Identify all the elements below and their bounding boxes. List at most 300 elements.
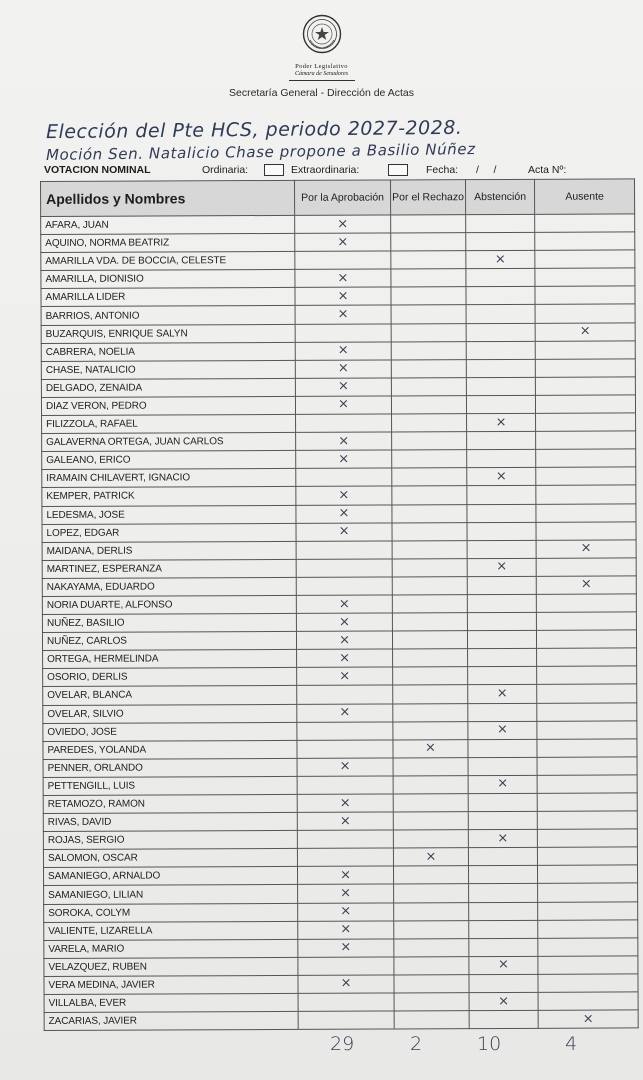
column-header-name: Apellidos y Nombres [41, 180, 295, 216]
ordinaria-checkbox[interactable] [264, 164, 284, 176]
senator-name: CHASE, NATALICIO [41, 360, 295, 379]
senator-name: AMARILLA VDA. DE BOCCIA, CELESTE [41, 252, 295, 271]
vote-mark: × [425, 849, 437, 865]
vote-cell-ausente [537, 666, 637, 685]
vote-mark: × [337, 360, 349, 376]
vote-mark: × [337, 306, 349, 322]
vote-cell-abstencion [466, 377, 535, 395]
national-seal-icon [302, 14, 342, 54]
vote-mark: × [579, 323, 591, 339]
vote-cell-ausente [536, 594, 636, 613]
vote-cell-ausente [536, 558, 636, 577]
vote-cell-rechazo [392, 613, 467, 631]
vote-cell-rechazo [391, 396, 466, 414]
vote-cell-ausente [537, 721, 637, 740]
vote-cell-rechazo [393, 812, 468, 830]
senator-name: ROJAS, SERGIO [43, 831, 297, 850]
senator-name: BARRIOS, ANTONIO [41, 306, 295, 325]
vote-cell-abstencion [466, 269, 535, 287]
senator-name: CABRERA, NOELIA [41, 342, 295, 361]
vote-mark: × [339, 759, 351, 775]
vote-cell-rechazo [391, 269, 466, 287]
vote-mark: × [338, 451, 350, 467]
vote-cell-rechazo [394, 993, 469, 1011]
vote-mark: × [338, 433, 350, 449]
senator-name: KEMPER, PATRICK [42, 487, 296, 506]
vote-cell-ausente [535, 377, 635, 396]
senator-name: ZACARIAS, JAVIER [44, 1012, 298, 1031]
vote-cell-ausente [537, 829, 637, 848]
vote-cell-aprobacion [296, 432, 392, 451]
vote-cell-ausente [535, 268, 635, 287]
fecha-label: Fecha: [426, 164, 459, 176]
vote-cell-abstencion [466, 214, 535, 232]
vote-mark: × [495, 414, 507, 430]
senator-name: NORIA DUARTE, ALFONSO [42, 595, 296, 614]
total-abstencion: 10 [477, 1033, 502, 1055]
vote-cell-aprobacion [295, 378, 391, 397]
vote-mark: × [339, 795, 351, 811]
vote-cell-ausente [538, 1010, 638, 1029]
vote-cell-rechazo [392, 577, 467, 595]
vote-cell-ausente [536, 576, 636, 595]
senator-name: SAMANIEGO, ARNALDO [43, 867, 297, 886]
vote-mark: × [337, 397, 349, 413]
vote-cell-rechazo [391, 215, 466, 233]
senator-name: NUÑEZ, CARLOS [42, 632, 296, 651]
vote-mark: × [339, 650, 351, 666]
extraordinaria-checkbox[interactable] [388, 164, 408, 176]
vote-cell-abstencion [467, 468, 536, 486]
vote-cell-ausente [537, 847, 637, 866]
vote-cell-aprobacion [297, 722, 393, 741]
vote-cell-aprobacion [298, 903, 394, 922]
vote-mark: × [337, 342, 349, 358]
vote-mark: × [424, 740, 436, 756]
vote-cell-aprobacion [296, 414, 392, 433]
vote-cell-aprobacion [296, 504, 392, 523]
vote-cell-rechazo [392, 414, 467, 432]
senator-name: AMARILLA LIDER [41, 288, 295, 307]
vote-cell-rechazo [392, 504, 467, 522]
vote-cell-abstencion [466, 251, 535, 269]
vote-cell-abstencion [468, 757, 537, 775]
vote-cell-abstencion [468, 866, 537, 884]
column-header-rechazo: Por el Rechazo [390, 180, 465, 215]
ordinaria-label: Ordinaria: [202, 164, 249, 176]
vote-cell-aprobacion [295, 251, 391, 270]
vote-mark: × [582, 1011, 594, 1027]
chamber-name: Cámara de Senadores [294, 71, 349, 77]
vote-cell-ausente [538, 956, 638, 975]
vote-cell-rechazo [393, 848, 468, 866]
vote-cell-rechazo [393, 721, 468, 739]
senator-name: RETAMOZO, RAMON [43, 794, 297, 813]
vote-mark: × [340, 939, 352, 955]
vote-cell-ausente [536, 485, 636, 504]
vote-meta-row [44, 164, 634, 180]
senator-name: MARTINEZ, ESPERANZA [42, 559, 296, 578]
vote-cell-abstencion [468, 667, 537, 685]
vote-mark: × [340, 921, 352, 937]
vote-cell-rechazo [394, 902, 469, 920]
vote-cell-ausente [535, 395, 635, 414]
senator-name: PENNER, ORLANDO [43, 758, 297, 777]
department-name: Secretaría General - Dirección de Actas [228, 87, 414, 99]
vote-mark: × [337, 270, 349, 286]
vote-cell-ausente [536, 503, 636, 522]
vote-cell-aprobacion [296, 486, 392, 505]
vote-mark: × [337, 379, 349, 395]
vote-cell-ausente [535, 286, 635, 305]
vote-cell-rechazo [393, 685, 468, 703]
vote-cell-abstencion [467, 450, 536, 468]
vote-mark: × [339, 704, 351, 720]
senator-name: DIAZ VERON, PEDRO [41, 396, 295, 415]
senator-name: AMARILLA, DIONISIO [41, 270, 295, 289]
vote-cell-rechazo [393, 667, 468, 685]
vote-cell-ausente [536, 612, 636, 631]
vote-cell-aprobacion [295, 215, 391, 234]
vote-mark: × [338, 614, 350, 630]
vote-cell-aprobacion [296, 595, 392, 614]
vote-cell-ausente [537, 775, 637, 794]
senator-name: VELAZQUEZ, RUBEN [44, 957, 298, 976]
senator-name: AQUINO, NORMA BEATRIZ [41, 233, 295, 252]
vote-cell-aprobacion [297, 830, 393, 849]
vote-cell-abstencion [468, 685, 537, 703]
vote-cell-aprobacion [296, 468, 392, 487]
vote-cell-ausente [535, 322, 635, 341]
senator-name: LOPEZ, EDGAR [42, 523, 296, 542]
vote-cell-ausente [536, 630, 636, 649]
vote-cell-ausente [536, 467, 636, 486]
vote-cell-abstencion [467, 630, 536, 648]
vote-cell-ausente [537, 811, 637, 830]
extraordinaria-label: Extraordinaria: [291, 164, 360, 176]
vote-cell-abstencion [467, 558, 536, 576]
vote-cell-ausente [535, 341, 635, 360]
vote-cell-rechazo [392, 468, 467, 486]
vote-cell-abstencion [467, 413, 536, 431]
vote-cell-aprobacion [298, 939, 394, 958]
vote-cell-rechazo [394, 1011, 469, 1029]
vote-mark: × [337, 234, 349, 250]
header-divider [289, 80, 355, 81]
vote-cell-abstencion [466, 287, 535, 305]
vote-cell-rechazo [393, 794, 468, 812]
vote-cell-rechazo [391, 251, 466, 269]
vote-mark: × [338, 523, 350, 539]
vote-cell-rechazo [391, 287, 466, 305]
vote-cell-aprobacion [297, 776, 393, 795]
vote-cell-ausente [536, 431, 636, 450]
vote-cell-ausente [537, 648, 637, 667]
vote-cell-ausente [538, 920, 638, 939]
vote-cell-abstencion [466, 359, 535, 377]
total-aprobacion: 29 [330, 1033, 355, 1055]
senator-name: LEDESMA, JOSE [42, 505, 296, 524]
table-row [44, 1010, 638, 1031]
vote-cell-aprobacion [297, 866, 393, 885]
vote-cell-aprobacion [295, 360, 391, 379]
vote-cell-abstencion [467, 486, 536, 504]
vote-cell-aprobacion [297, 703, 393, 722]
vote-mark: × [340, 867, 352, 883]
vote-cell-aprobacion [297, 667, 393, 686]
vote-cell-abstencion [468, 721, 537, 739]
vote-cell-rechazo [394, 956, 469, 974]
senator-name: VERA MEDINA, JAVIER [44, 975, 298, 994]
document-header [0, 14, 643, 99]
vote-mark: × [338, 505, 350, 521]
vote-cell-abstencion [467, 504, 536, 522]
vote-cell-aprobacion [297, 794, 393, 813]
total-ausente: 4 [565, 1033, 578, 1055]
vote-cell-abstencion [468, 649, 537, 667]
column-header-ausente: Ausente [534, 179, 634, 214]
vote-cell-aprobacion [297, 758, 393, 777]
vote-cell-aprobacion [295, 396, 391, 415]
vote-cell-abstencion [468, 811, 537, 829]
vote-cell-rechazo [392, 540, 467, 558]
senator-name: VARELA, MARIO [44, 939, 298, 958]
vote-cell-ausente [535, 214, 635, 233]
senator-name: MAIDANA, DERLIS [42, 541, 296, 560]
vote-cell-aprobacion [296, 613, 392, 632]
vote-mark: × [340, 885, 352, 901]
vote-cell-abstencion [469, 902, 538, 920]
vote-cell-rechazo [391, 359, 466, 377]
vote-mark: × [496, 559, 508, 575]
vote-cell-rechazo [392, 486, 467, 504]
vote-cell-abstencion [468, 703, 537, 721]
vote-cell-aprobacion [295, 233, 391, 252]
vote-cell-aprobacion [295, 269, 391, 288]
vote-mark: × [338, 487, 350, 503]
vote-cell-aprobacion [296, 631, 392, 650]
vote-mark: × [497, 957, 509, 973]
total-rechazo: 2 [410, 1033, 423, 1055]
vote-mark: × [337, 288, 349, 304]
vote-cell-aprobacion [295, 305, 391, 324]
vote-cell-abstencion [468, 830, 537, 848]
vote-cell-ausente [538, 901, 638, 920]
vote-cell-rechazo [392, 631, 467, 649]
vote-cell-rechazo [393, 649, 468, 667]
vote-cell-rechazo [392, 595, 467, 613]
vote-cell-aprobacion [295, 287, 391, 306]
vote-mark: × [495, 468, 507, 484]
vote-cell-ausente [536, 449, 636, 468]
vote-cell-aprobacion [295, 342, 391, 361]
vote-cell-abstencion [467, 594, 536, 612]
senator-name: VALIENTE, LIZARELLA [44, 921, 298, 940]
vote-cell-rechazo [394, 920, 469, 938]
senator-name: NUÑEZ, BASILIO [42, 613, 296, 632]
column-header-abstencion: Abstención [465, 179, 534, 214]
vote-cell-abstencion [468, 848, 537, 866]
vote-mark: × [337, 216, 349, 232]
vote-cell-rechazo [392, 558, 467, 576]
vote-cell-rechazo [393, 776, 468, 794]
vote-cell-rechazo [393, 757, 468, 775]
vote-cell-abstencion [468, 793, 537, 811]
vote-cell-abstencion [467, 540, 536, 558]
fecha-separators: / / [476, 164, 497, 176]
org-name: Poder Legislativo [295, 63, 348, 70]
nominal-vote-table [40, 178, 639, 1031]
senator-name: ORTEGA, HERMELINDA [43, 650, 297, 669]
senator-name: OSORIO, DERLIS [43, 668, 297, 687]
vote-cell-ausente [537, 757, 637, 776]
vote-cell-abstencion [467, 431, 536, 449]
vote-cell-rechazo [393, 703, 468, 721]
vote-cell-abstencion [467, 522, 536, 540]
vote-cell-abstencion [466, 341, 535, 359]
senator-name: SAMANIEGO, LILIAN [44, 885, 298, 904]
vote-mark: × [580, 577, 592, 593]
vote-cell-aprobacion [296, 450, 392, 469]
vote-cell-ausente [537, 793, 637, 812]
vote-cell-rechazo [392, 522, 467, 540]
vote-cell-aprobacion [297, 812, 393, 831]
vote-cell-aprobacion [297, 649, 393, 668]
senator-name: IRAMAIN CHILAVERT, IGNACIO [42, 469, 296, 488]
vote-cell-rechazo [394, 975, 469, 993]
vote-cell-rechazo [391, 305, 466, 323]
vote-mark: × [340, 976, 352, 992]
column-header-aprobacion: Por la Aprobación [294, 180, 390, 215]
senator-name: SOROKA, COLYM [44, 903, 298, 922]
senator-name: OVIEDO, JOSE [43, 722, 297, 741]
vote-cell-abstencion [466, 395, 535, 413]
vote-cell-aprobacion [298, 884, 394, 903]
vote-cell-rechazo [392, 450, 467, 468]
vote-cell-rechazo [391, 341, 466, 359]
acta-label: Acta Nº: [528, 164, 567, 176]
vote-cell-aprobacion [296, 541, 392, 560]
senator-name: GALEANO, ERICO [42, 451, 296, 470]
vote-cell-rechazo [394, 938, 469, 956]
vote-cell-ausente [537, 702, 637, 721]
vote-cell-rechazo [393, 739, 468, 757]
senator-name: VILLALBA, EVER [44, 993, 298, 1012]
senator-name: PAREDES, YOLANDA [43, 740, 297, 759]
vote-cell-aprobacion [298, 1011, 394, 1030]
vote-type-title: VOTACION NOMINAL [44, 164, 151, 176]
vote-cell-abstencion [466, 232, 535, 250]
vote-cell-aprobacion [298, 921, 394, 940]
vote-cell-aprobacion [298, 975, 394, 994]
vote-mark: × [494, 251, 506, 267]
vote-mark: × [339, 632, 350, 648]
vote-cell-ausente [536, 413, 636, 432]
vote-cell-abstencion [469, 956, 538, 974]
vote-cell-abstencion [469, 920, 538, 938]
vote-mark: × [496, 685, 508, 701]
vote-cell-abstencion [469, 1010, 538, 1028]
senator-name: RIVAS, DAVID [43, 812, 297, 831]
vote-cell-abstencion [469, 974, 538, 992]
vote-cell-aprobacion [297, 685, 393, 704]
vote-cell-abstencion [467, 612, 536, 630]
vote-cell-ausente [536, 540, 636, 559]
vote-mark: × [339, 668, 351, 684]
vote-cell-aprobacion [297, 848, 393, 867]
vote-cell-aprobacion [296, 523, 392, 542]
vote-cell-ausente [535, 304, 635, 323]
senator-name: DELGADO, ZENAIDA [41, 378, 295, 397]
senator-name: GALAVERNA ORTEGA, JUAN CARLOS [42, 433, 296, 452]
senator-name: PETTENGILL, LUIS [43, 776, 297, 795]
vote-cell-abstencion [469, 938, 538, 956]
senator-name: OVELAR, BLANCA [43, 686, 297, 705]
vote-cell-abstencion [468, 739, 537, 757]
vote-cell-rechazo [391, 323, 466, 341]
vote-cell-abstencion [469, 884, 538, 902]
vote-cell-aprobacion [296, 577, 392, 596]
vote-cell-ausente [535, 250, 635, 269]
vote-cell-ausente [535, 359, 635, 378]
vote-cell-rechazo [392, 432, 467, 450]
handwritten-motion: Moción Sen. Natalicio Chase propone a Basilio Núñez [45, 140, 476, 164]
vote-cell-aprobacion [295, 324, 391, 343]
vote-cell-rechazo [391, 377, 466, 395]
vote-mark: × [498, 993, 510, 1009]
vote-cell-rechazo [393, 830, 468, 848]
vote-cell-ausente [538, 883, 638, 902]
vote-cell-abstencion [469, 992, 538, 1010]
vote-cell-abstencion [466, 305, 535, 323]
vote-mark: × [497, 776, 509, 792]
vote-cell-ausente [537, 739, 637, 758]
vote-cell-rechazo [391, 233, 466, 251]
vote-cell-ausente [538, 992, 638, 1011]
senator-name: OVELAR, SILVIO [43, 704, 297, 723]
vote-cell-ausente [537, 684, 637, 703]
vote-cell-abstencion [466, 323, 535, 341]
vote-mark: × [339, 813, 351, 829]
vote-mark: × [497, 830, 509, 846]
senator-name: FILIZZOLA, RAFAEL [42, 414, 296, 433]
vote-cell-ausente [538, 938, 638, 957]
vote-mark: × [340, 903, 352, 919]
senator-name: SALOMON, OSCAR [43, 849, 297, 868]
senator-name: AFARA, JUAN [41, 215, 295, 234]
vote-cell-ausente [538, 974, 638, 993]
vote-cell-rechazo [394, 884, 469, 902]
senator-name: NAKAYAMA, EDUARDO [42, 577, 296, 596]
vote-mark: × [338, 596, 350, 612]
vote-cell-aprobacion [298, 957, 394, 976]
vote-cell-aprobacion [297, 740, 393, 759]
vote-cell-ausente [535, 232, 635, 251]
vote-rows [41, 214, 639, 1031]
vote-cell-aprobacion [298, 993, 394, 1012]
table-header-row [41, 179, 635, 217]
vote-cell-rechazo [393, 866, 468, 884]
vote-cell-abstencion [467, 576, 536, 594]
vote-mark: × [580, 540, 592, 556]
vote-cell-abstencion [468, 775, 537, 793]
senator-name: BUZARQUIS, ENRIQUE SALYN [41, 324, 295, 343]
vote-mark: × [496, 722, 508, 738]
vote-cell-aprobacion [296, 559, 392, 578]
handwritten-election-title: Elección del Pte HCS, periodo 2027-2028. [45, 116, 463, 144]
vote-cell-ausente [536, 521, 636, 540]
vote-cell-ausente [537, 865, 637, 884]
